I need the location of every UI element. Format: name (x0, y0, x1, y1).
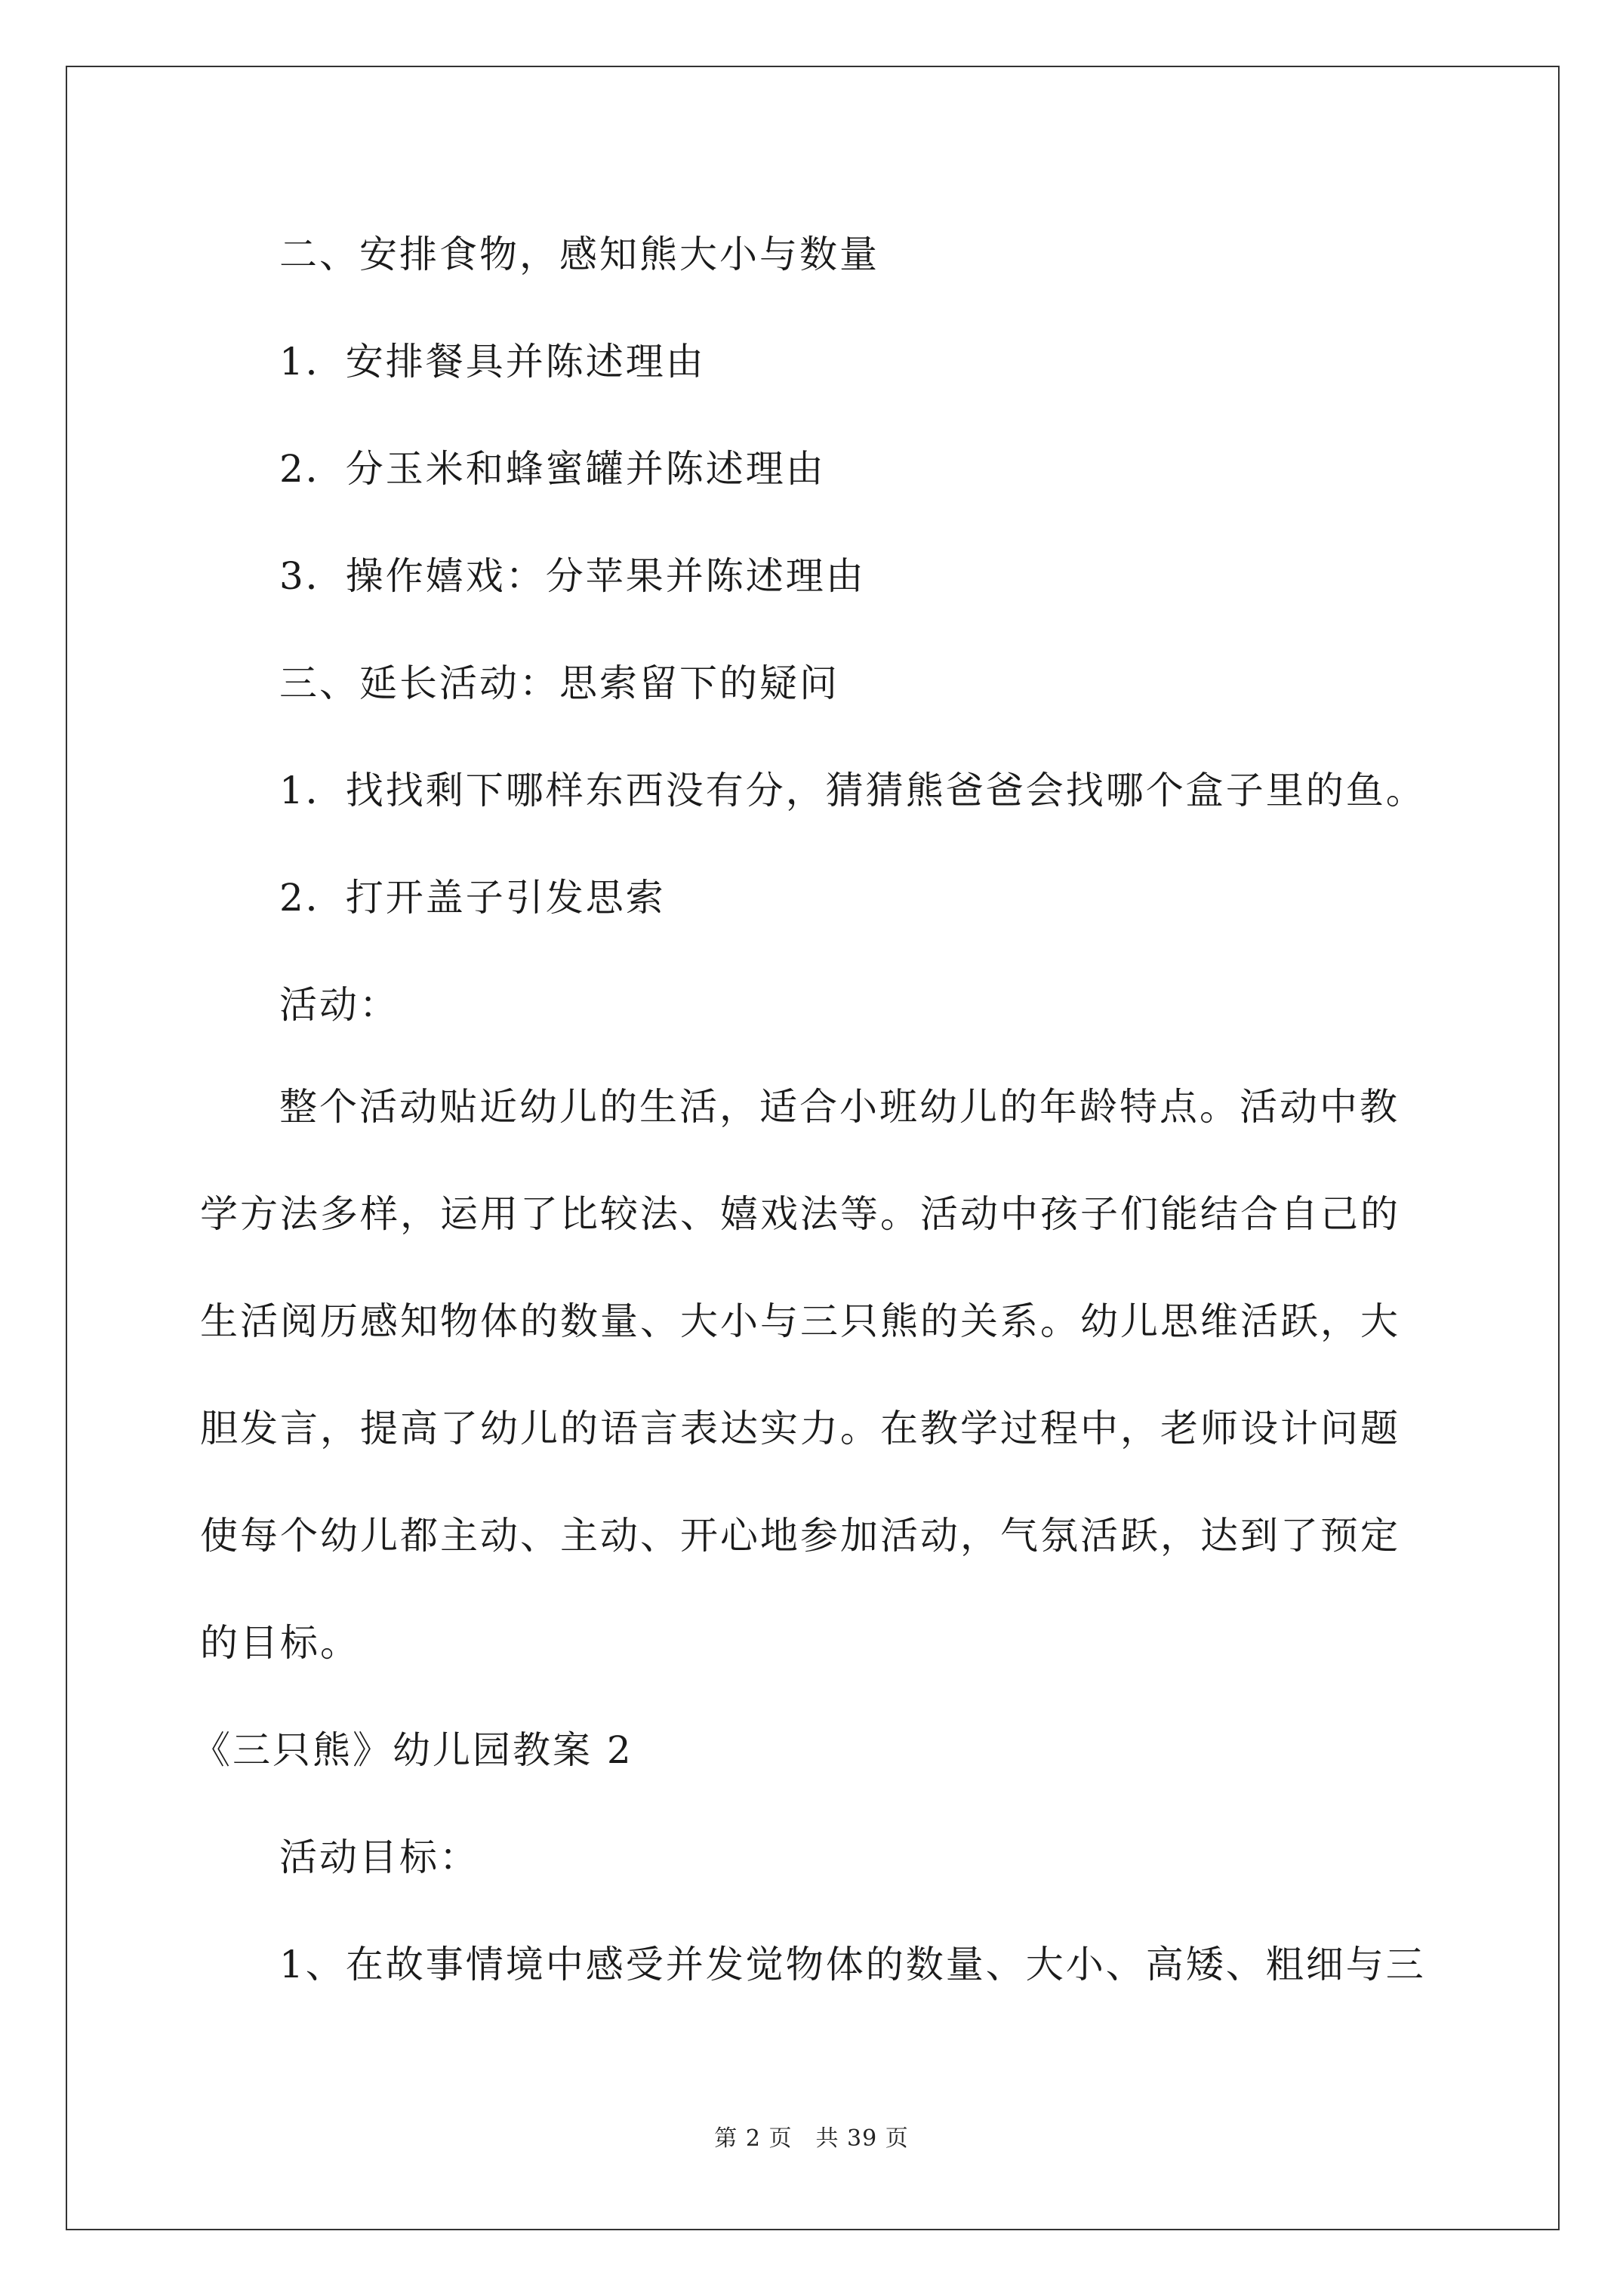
goals-heading: 活动目标： (279, 1835, 479, 1879)
list-item-2-1: 1．安排餐具并陈述理由 (279, 340, 706, 384)
section-heading-2: 二、安排食物，感知熊大小与数量 (279, 233, 879, 276)
list-item-3-1: 1．找找剩下哪样东西没有分，猜猜熊爸爸会找哪个盒子里的鱼。 (279, 769, 1426, 812)
list-item-2-2: 2．分玉米和蜂蜜罐并陈述理由 (279, 447, 826, 491)
goal-item-1: 1、在故事情境中感受并发觉物体的数量、大小、高矮、粗细与三 (279, 1943, 1426, 1986)
paragraph-line: 整个活动贴近幼儿的生活，适合小班幼儿的年龄特点。活动中教 (279, 1085, 1400, 1129)
list-item-3-2: 2．打开盖子引发思索 (279, 876, 666, 920)
paragraph-line: 学方法多样，运用了比较法、嬉戏法等。活动中孩子们能结合自己的 (200, 1192, 1400, 1236)
section-heading-3: 三、延长活动：思索留下的疑问 (279, 661, 839, 705)
paragraph-line: 的目标。 (200, 1621, 360, 1665)
paragraph-line: 胆发言，提高了幼儿的语言表达实力。在教学过程中，老师设计问题 (200, 1407, 1400, 1450)
paragraph-line: 使每个幼儿都主动、主动、开心地参加活动，气氛活跃，达到了预定 (200, 1514, 1400, 1558)
page-number-footer: 第 2 页 共 39 页 (714, 2125, 909, 2152)
plan-title: 《三只熊》幼儿园教案 2 (192, 1728, 633, 1772)
list-item-2-3: 3．操作嬉戏：分苹果并陈述理由 (279, 554, 866, 598)
reflection-heading: 活动： (279, 983, 399, 1027)
paragraph-line: 生活阅历感知物体的数量、大小与三只熊的关系。幼儿思维活跃，大 (200, 1299, 1400, 1343)
